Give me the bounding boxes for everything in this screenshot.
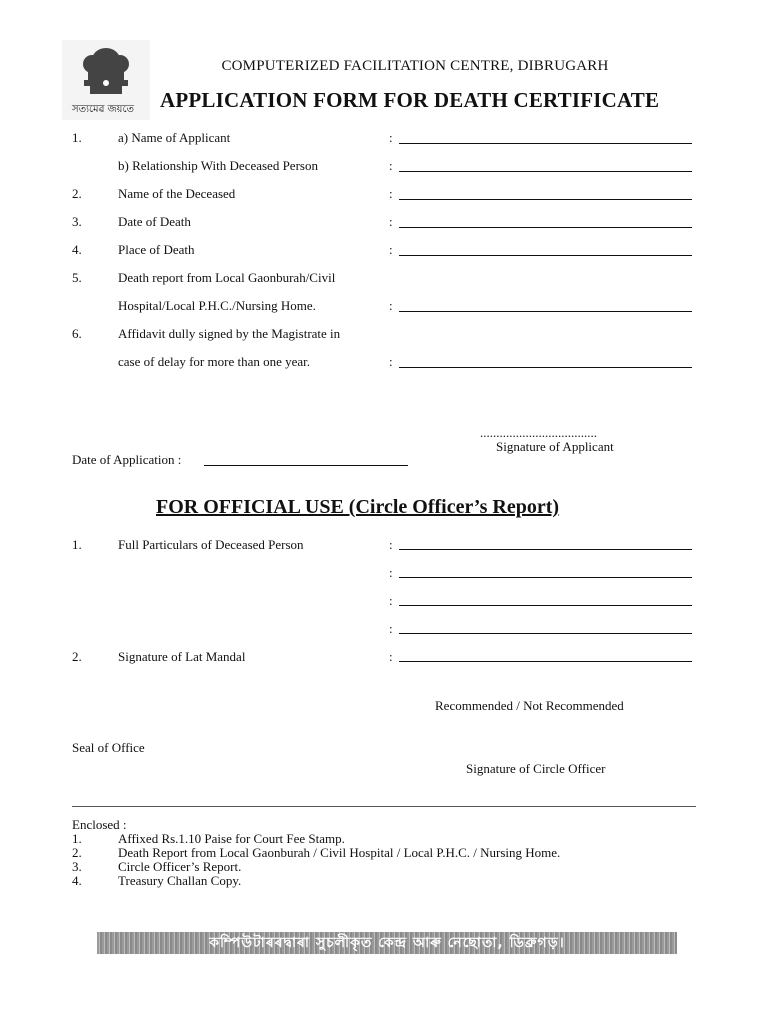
- circle-officer-signature: Signature of Circle Officer: [466, 761, 606, 776]
- official-use-title: FOR OFFICIAL USE (Circle Officer’s Report): [156, 496, 560, 518]
- enclosed-heading: Enclosed :: [72, 817, 127, 832]
- divider: [72, 806, 696, 807]
- field-label-place-of-death: Place of Death: [118, 242, 195, 257]
- enclosed-item: Treasury Challan Copy.: [118, 873, 242, 888]
- footer-banner-text: কম্পিউটাৰৰদ্বাৰা সুচলীকৃত কেন্দ্ৰ আৰু নেছোতা, ডিব্ৰুগড়।: [209, 935, 565, 951]
- enclosed-number: 4.: [72, 873, 82, 888]
- national-emblem: [62, 40, 150, 120]
- relationship-line[interactable]: [399, 171, 692, 172]
- particulars-line-3[interactable]: [399, 605, 692, 606]
- field-label-death-report: Death report from Local Gaonburah/Civil: [118, 270, 336, 285]
- applicant-name-line[interactable]: [399, 143, 692, 144]
- field-number: 3.: [72, 214, 82, 229]
- enclosed-item: Affixed Rs.1.10 Paise for Court Fee Stamp.: [118, 831, 345, 846]
- field-colon: :: [389, 354, 393, 369]
- field-colon: :: [389, 565, 393, 580]
- centre-name: COMPUTERIZED FACILITATION CENTRE, DIBRUGARH: [221, 58, 609, 74]
- field-number: 1.: [72, 130, 82, 145]
- emblem-motto: সত্যমেৱ জয়তে: [72, 104, 134, 115]
- field-label-relationship: b) Relationship With Deceased Person: [118, 158, 318, 173]
- particulars-line-1[interactable]: [399, 549, 692, 550]
- enclosed-item: Death Report from Local Gaonburah / Civil Hospital / Local P.H.C. / Nursing Home.: [118, 845, 561, 860]
- field-colon: :: [389, 621, 393, 636]
- date-of-application-label: Date of Application :: [72, 452, 182, 467]
- signature-dots: ....................................: [480, 425, 597, 440]
- affidavit-line[interactable]: [399, 367, 692, 368]
- field-colon: :: [389, 298, 393, 313]
- field-colon: :: [389, 214, 393, 229]
- field-label-affidavit: Affidavit dully signed by the Magistrate in: [118, 326, 341, 341]
- enclosed-number: 1.: [72, 831, 82, 846]
- recommendation-text: Recommended / Not Recommended: [435, 698, 624, 713]
- field-colon: :: [389, 158, 393, 173]
- date-of-application-line[interactable]: [204, 465, 408, 466]
- field-number: 6.: [72, 326, 82, 341]
- full-particulars-label: Full Particulars of Deceased Person: [118, 537, 304, 552]
- lat-mandal-line[interactable]: [399, 661, 692, 662]
- enclosed-number: 2.: [72, 845, 82, 860]
- particulars-line-4[interactable]: [399, 633, 692, 634]
- field-number: 5.: [72, 270, 82, 285]
- place-of-death-line[interactable]: [399, 255, 692, 256]
- field-colon: :: [389, 649, 393, 664]
- deceased-name-line[interactable]: [399, 199, 692, 200]
- date-of-death-line[interactable]: [399, 227, 692, 228]
- signature-of-applicant: Signature of Applicant: [496, 439, 614, 454]
- field-number: 4.: [72, 242, 82, 257]
- field-label-affidavit-cont: case of delay for more than one year.: [118, 354, 311, 369]
- death-report-line[interactable]: [399, 311, 692, 312]
- particulars-line-2[interactable]: [399, 577, 692, 578]
- seal-of-office: Seal of Office: [72, 740, 145, 755]
- lat-mandal-signature-label: Signature of Lat Mandal: [118, 649, 246, 664]
- field-label-death-report-cont: Hospital/Local P.H.C./Nursing Home.: [118, 298, 316, 313]
- enclosed-number: 3.: [72, 859, 82, 874]
- field-colon: :: [389, 130, 393, 145]
- field-colon: :: [389, 537, 393, 552]
- field-number: 1.: [72, 537, 82, 552]
- form-title: APPLICATION FORM FOR DEATH CERTIFICATE: [160, 88, 660, 112]
- field-number: 2.: [72, 186, 82, 201]
- field-label-deceased-name: Name of the Deceased: [118, 186, 236, 201]
- field-colon: :: [389, 593, 393, 608]
- field-label-applicant-name: a) Name of Applicant: [118, 130, 231, 145]
- enclosed-item: Circle Officer’s Report.: [118, 859, 242, 874]
- field-colon: :: [389, 186, 393, 201]
- field-number: 2.: [72, 649, 82, 664]
- footer-banner: [97, 932, 677, 954]
- field-colon: :: [389, 242, 393, 257]
- field-label-date-of-death: Date of Death: [118, 214, 191, 229]
